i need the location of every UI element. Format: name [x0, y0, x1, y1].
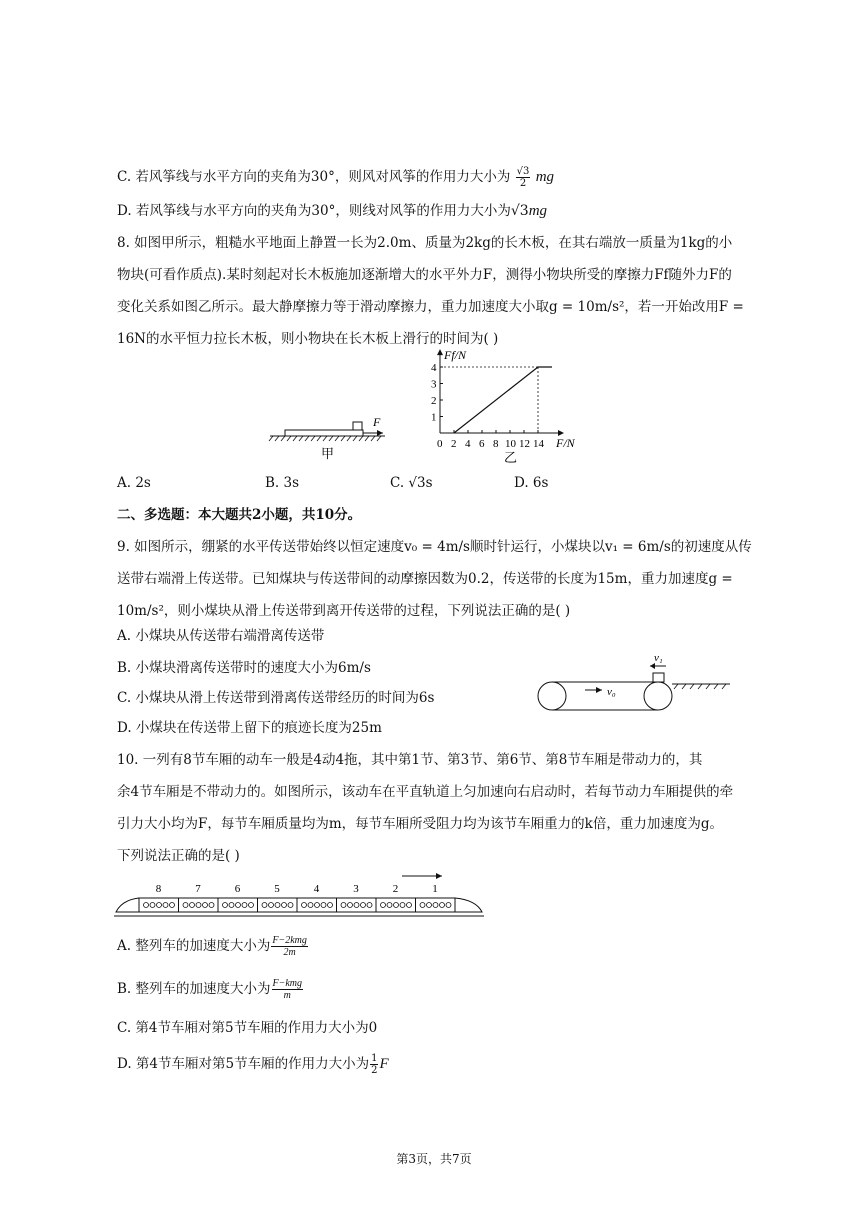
v0-label: v₀ [607, 686, 616, 698]
train-window [236, 903, 241, 908]
train-window [400, 903, 405, 908]
force-label: F [373, 415, 381, 429]
force-arrowhead [377, 430, 383, 436]
q8-option-a: A. 2s [117, 475, 151, 491]
q7-option-d-sqrt: √3 [510, 203, 529, 219]
train-car [376, 898, 416, 912]
x-tick-label: 6 [479, 438, 485, 450]
car-number-label: 8 [155, 883, 162, 895]
page-footer: 第3页，共7页 [396, 1152, 472, 1166]
train-window [229, 903, 234, 908]
ground-hatching [269, 436, 381, 441]
train-window [433, 903, 438, 908]
train-window [163, 903, 168, 908]
q10-option-a [117, 935, 309, 958]
car-number-label: 1 [432, 883, 438, 895]
train-window [170, 903, 175, 908]
q10-stem-line3: 引力大小均为F，每节车厢质量均为m，每节车厢所受阻力均为该节车厢重力的k倍，重力加速度为g。 [117, 816, 723, 832]
car-number-label: 7 [195, 883, 201, 895]
q7-option-d [117, 201, 547, 221]
train-car [337, 898, 377, 912]
x-tick-label: 2 [451, 438, 457, 450]
q8-option-c: C. √3s [390, 475, 433, 491]
train-window [427, 903, 432, 908]
train-window [288, 903, 293, 908]
y-tick-label: 4 [431, 362, 437, 374]
train-window [203, 903, 208, 908]
small-block [353, 422, 362, 430]
train-window [302, 903, 307, 908]
train-nose-left [116, 898, 139, 912]
q7-option-d-text: D. 若风筝线与水平方向的夹角为30°，则线对风筝的作用力大小为 [117, 203, 511, 219]
sqrt3-over-2-fraction: $\frac{√3}{2}$ [516, 166, 530, 189]
q10-option-b-text: B. 整列车的加速度大小为 [117, 981, 271, 997]
train-window [183, 903, 188, 908]
train-window [354, 903, 359, 908]
q8-stem-line1: 8. 如图甲所示，粗糙水平地面上静置一长为2.0m、质量为2kg的长木板，在其右端放一质量为1kg的小 [117, 235, 733, 251]
q8-option-d: D. 6s [514, 475, 549, 491]
right-roller [644, 682, 672, 710]
train-window [157, 903, 162, 908]
train-window [242, 903, 247, 908]
v0-arrowhead [596, 687, 602, 693]
train-window [348, 903, 353, 908]
car-number-label: 6 [234, 883, 241, 895]
y-axis-label: Ff/N [444, 348, 467, 362]
q9-option-d: D. 小煤块在传送带上留下的痕迹长度为25m [117, 720, 382, 736]
q10-option-b [117, 978, 304, 1001]
train-car [416, 898, 456, 912]
q7-option-c-unit: mg [535, 169, 555, 185]
q10-option-b-fraction: $\frac{\text{F−kmg}}{m}$ [272, 978, 303, 1001]
coal-block [653, 673, 664, 682]
q8-stem-line3: 变化关系如图乙所示。最大静摩擦力等于滑动摩擦力，重力加速度大小取g = 10m/s²，若一开始改用F = [117, 299, 744, 315]
y-tick-label: 1 [431, 411, 437, 424]
q7-option-c-text: C. 若风筝线与水平方向的夹角为30°，则风对风筝的作用力大小为 [117, 169, 511, 185]
q9-stem-line1: 9. 如图所示，绷紧的水平传送带始终以恒定速度v₀ = 4m/s顺时针运行，小煤块以v₁ = 6m/s的初速度从传 [117, 539, 752, 555]
x-tick-label: 4 [465, 438, 471, 450]
train-window [282, 903, 287, 908]
train-window [407, 903, 412, 908]
car-number-label: 2 [392, 883, 399, 895]
q7-option-d-unit: mg [528, 203, 548, 219]
train-window [150, 903, 155, 908]
train-window [223, 903, 228, 908]
conveyor-belt-figure [530, 646, 735, 716]
train-car [218, 898, 258, 912]
train-window [446, 903, 451, 908]
train-nose-right [455, 898, 482, 912]
train-window [144, 903, 149, 908]
train-window [269, 903, 274, 908]
q10-option-a-text: A. 整列车的加速度大小为 [117, 938, 271, 954]
q9-stem-line2: 送带右端滑上传送带。已知煤块与传送带间的动摩擦因数为0.2，传送带的长度为15m，重力加速度g = [117, 571, 733, 587]
train-window [308, 903, 313, 908]
figure-jia [265, 408, 395, 468]
train-window [275, 903, 280, 908]
train-window [262, 903, 267, 908]
y-tick-label: 3 [431, 378, 437, 391]
x-tick-label: 10 [505, 438, 516, 450]
q7-option-c [117, 166, 554, 189]
y-axis-arrowhead [437, 349, 443, 355]
train-car [139, 898, 179, 912]
friction-force-line [454, 367, 552, 433]
train-window [381, 903, 386, 908]
y-tick-label: 2 [431, 395, 437, 407]
x-tick-label: 12 [519, 438, 530, 450]
train-window [394, 903, 399, 908]
direction-arrowhead [436, 873, 442, 879]
left-roller [538, 682, 566, 710]
q8-stem-line2: 物块(可看作质点).某时刻起对长木板施加逐渐增大的水平外力F，测得小物块所受的摩擦力Ff随外力F的 [117, 267, 732, 283]
train-car [297, 898, 337, 912]
q10-stem-line2: 余4节车厢是不带动力的。如图所示，该动车在平直轨道上匀加速向右启动时，若每节动力车厢提供的牵 [117, 784, 734, 800]
q8-option-b: B. 3s [265, 475, 300, 491]
figure-yi-label: 乙 [504, 450, 518, 465]
platform-hatching [674, 684, 726, 689]
figure-yi-chart [418, 345, 603, 470]
q10-option-c: C. 第4节车厢对第5节车厢的作用力大小为0 [117, 1020, 378, 1036]
x-tick-label: 8 [493, 438, 499, 450]
q10-stem-line4: 下列说法正确的是( ) [117, 848, 240, 864]
q10-option-a-fraction: $\frac{\text{F−2kmg}}{2m}$ [272, 935, 307, 958]
train-window [249, 903, 254, 908]
train-window [190, 903, 195, 908]
q9-option-b: B. 小煤块滑离传送带时的速度大小为6m/s [117, 660, 371, 676]
train-window [328, 903, 333, 908]
q9-option-a: A. 小煤块从传送带右端滑离传送带 [117, 628, 325, 644]
train-window [196, 903, 201, 908]
q10-stem-line1: 10. 一列有8节车厢的动车一般是4动4拖，其中第1节、第3节、第6节、第8节车厢是带动力的，其 [117, 752, 703, 768]
q10-option-d-fraction: $\frac{1}{2}$ [371, 1053, 378, 1076]
train-car [258, 898, 298, 912]
figure-jia-label: 甲 [321, 446, 335, 461]
train-body [116, 898, 482, 912]
train-window [361, 903, 366, 908]
train-window [367, 903, 372, 908]
car-number-label: 3 [353, 883, 359, 895]
q8-stem-line4: 16N的水平恒力拉长木板，则小物块在长木板上滑行的时间为( ) [117, 331, 499, 347]
q10-option-d-unit: F [379, 1056, 389, 1072]
q10-option-d [117, 1053, 389, 1076]
long-board [285, 430, 363, 436]
q10-option-d-text: D. 第4节车厢对第5节车厢的作用力大小为 [117, 1056, 370, 1072]
section-2-heading: 二、多选题：本大题共2小题，共10分。 [117, 507, 362, 523]
x-tick-label: 14 [533, 438, 544, 450]
v1-label: v₁ [654, 652, 663, 664]
train-window [341, 903, 346, 908]
q9-stem-line3: 10m/s²，则小煤块从滑上传送带到离开传送带的过程，下列说法正确的是( ) [117, 603, 571, 619]
x-tick-label: 0 [437, 438, 443, 450]
train-window [321, 903, 326, 908]
train-car [179, 898, 219, 912]
train-window [420, 903, 425, 908]
train-figure [112, 870, 487, 920]
car-number-label: 4 [313, 883, 320, 895]
train-window [440, 903, 445, 908]
car-number-label: 5 [274, 883, 280, 895]
train-window [209, 903, 214, 908]
train-window [387, 903, 392, 908]
train-window [315, 903, 320, 908]
x-axis-label: F/N [556, 436, 575, 450]
q9-option-c: C. 小煤块从滑上传送带到滑离传送带经历的时间为6s [117, 690, 435, 706]
